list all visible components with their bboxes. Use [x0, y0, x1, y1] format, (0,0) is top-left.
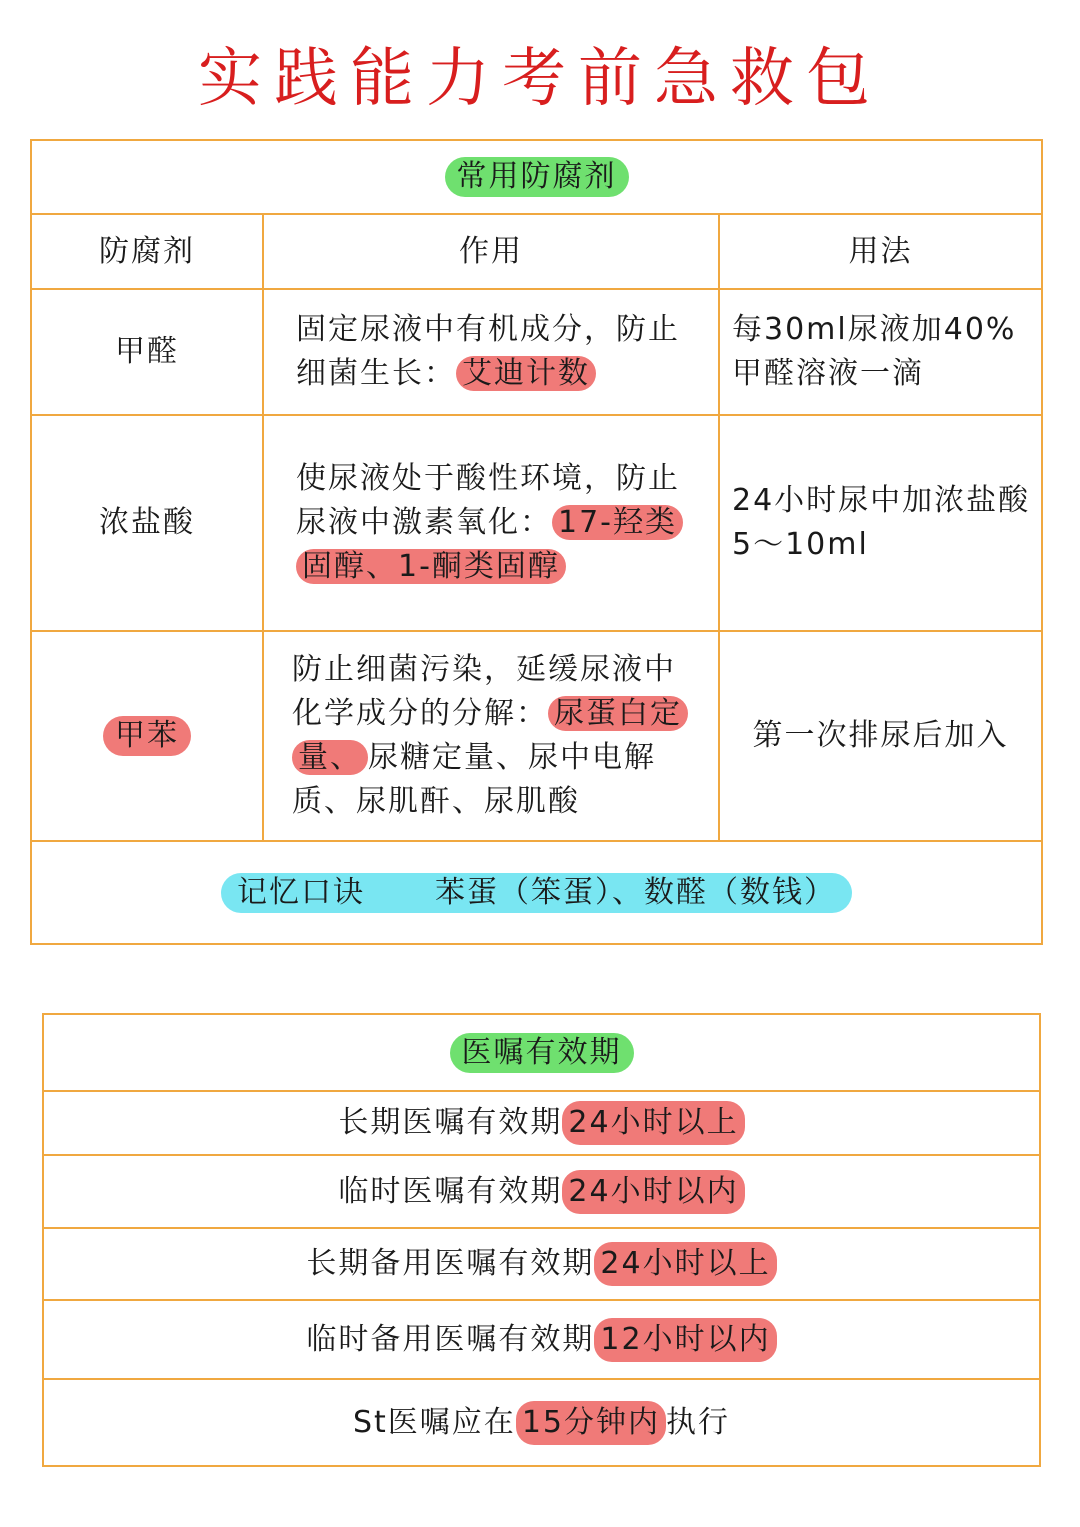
mnemonic-content: 苯蛋（笨蛋）、数醛（数钱）: [435, 874, 836, 910]
row-usage: 24小时尿中加浓盐酸5～10ml: [732, 483, 1031, 562]
effect-highlight: 17-羟类固醇、1-酮类固醇: [296, 505, 683, 584]
header-name: 防腐剂: [99, 233, 195, 269]
order-row: [44, 1380, 1039, 1465]
row-name: 浓盐酸: [99, 505, 195, 540]
row-name: 甲醛: [115, 334, 179, 369]
page-title: 实践能力考前急救包: [198, 42, 882, 116]
order-prefix: 长期医嘱有效期: [338, 1105, 563, 1140]
row-effect: [296, 290, 696, 414]
effect-text: 防止细菌污染，延缓尿液中化学成分的分解：: [292, 652, 676, 731]
order-suffix: 执行: [666, 1404, 730, 1440]
orders-table: [42, 1013, 1041, 1467]
order-highlight: 24小时以上: [562, 1101, 744, 1145]
mnemonic: [221, 873, 852, 913]
row-name: 甲苯: [103, 716, 191, 756]
section-title-row: [32, 141, 1041, 213]
mnemonic-label: 记忆口诀: [237, 874, 365, 910]
header-usage: 用法: [848, 233, 913, 269]
section-title: 医嘱有效期: [450, 1033, 634, 1073]
order-highlight: 24小时以上: [594, 1242, 776, 1286]
order-highlight: 12小时以内: [594, 1318, 776, 1362]
row-usage: 每30ml尿液加40%甲醛溶液一滴: [732, 312, 1017, 391]
order-prefix: 长期备用医嘱有效期: [306, 1246, 595, 1281]
row-usage: 第一次排尿后加入: [752, 718, 1009, 753]
mnemonic-row: [32, 842, 1041, 943]
section-title-row: [44, 1015, 1039, 1090]
order-row: [44, 1092, 1039, 1154]
effect-text: 使尿液处于酸性环境，防止尿液中激素氧化：: [296, 461, 680, 540]
effect-highlight: 艾迪计数: [456, 356, 596, 391]
order-prefix: St医嘱应在: [353, 1404, 516, 1440]
row-effect: [292, 632, 702, 840]
divider: [262, 213, 264, 840]
order-highlight: 24小时以内: [562, 1170, 744, 1214]
order-prefix: 临时备用医嘱有效期: [306, 1321, 595, 1357]
order-row: [44, 1156, 1039, 1227]
effect-text: 固定尿液中有机成分，防止细菌生长：: [296, 312, 680, 391]
header-effect: 作用: [459, 233, 523, 269]
section-title: 常用防腐剂: [445, 157, 629, 197]
order-prefix: 临时医嘱有效期: [338, 1173, 563, 1209]
row-effect: [296, 416, 696, 630]
order-row: [44, 1229, 1039, 1299]
preservatives-table: [30, 139, 1043, 945]
order-row: [44, 1301, 1039, 1378]
row-name-cell: [32, 632, 262, 840]
effect-tail: 尿糖定量、尿中电解质、尿肌酐、尿肌酸: [292, 740, 656, 819]
order-highlight: 15分钟内: [516, 1401, 666, 1445]
effect-highlight: 尿蛋白定量、: [292, 696, 688, 775]
